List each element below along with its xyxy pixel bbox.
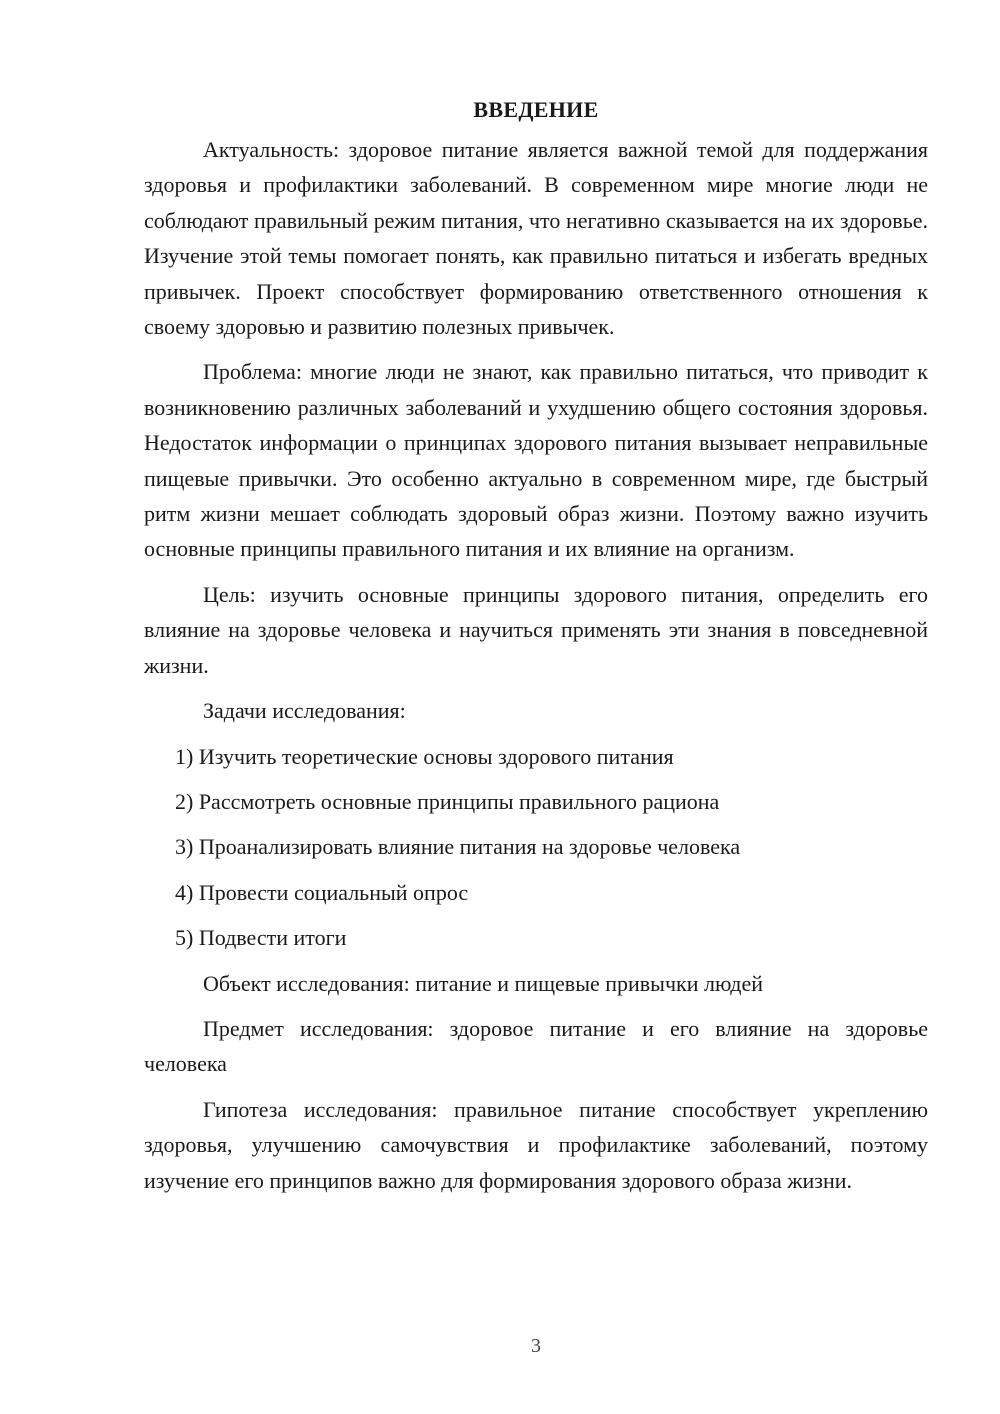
tasks-heading: Задачи исследования:: [203, 698, 406, 724]
page-number: 3: [531, 1335, 541, 1357]
object-paragraph: Объект исследования: питание и пищевые привычки людей: [203, 970, 764, 996]
task-item: 2) Рассмотреть основные принципы правильного рациона: [175, 788, 720, 814]
section-heading: ВВЕДЕНИЕ: [473, 97, 599, 122]
tasks-list: [144, 739, 928, 956]
problem-paragraph: Проблема: многие люди не знают, как правильно питаться, что приводит к возникновению различных заболеваний и ухудшению общего состояния здоровья. Недостаток информации о принципах здорового питания вызывает неправильные пищевые привычки. Это особенно актуально в современном мире, где быстрый ритм жизни мешает соблюдать здоровый образ жизни. Поэтому важно изучить основные принципы правильного питания и их влияние на организм.: [144, 359, 928, 562]
goal-paragraph: Цель: изучить основные принципы здорового питания, определить его влияние на здоровье человека и научиться применять эти знания в повседневной жизни.: [144, 581, 928, 678]
hypothesis-paragraph: Гипотеза исследования: правильное питание способствует укреплению здоровья, улучшению самочувствия и профилактике заболеваний, поэтому изучение его принципов важно для формирования здорового образа жизни.: [144, 1096, 928, 1193]
task-item: 1) Изучить теоретические основы здорового питания: [175, 743, 674, 769]
subject-paragraph: Предмет исследования: здоровое питание и его влияние на здоровье человека: [144, 1015, 928, 1077]
document-page: [144, 92, 928, 1208]
task-item: 4) Провести социальный опрос: [175, 879, 469, 905]
relevance-paragraph: Актуальность: здоровое питание является важной темой для поддержания здоровья и профилактики заболеваний. В современном мире многие люди не соблюдают правильный режим питания, что негативно сказывается на их здоровье. Изучение этой темы помогает понять, как правильно питаться и избегать вредных привычек. Проект способствует формированию ответственного отношения к своему здоровью и развитию полезных привычек.: [144, 137, 928, 340]
task-item: 5) Подвести итоги: [175, 925, 347, 951]
task-item: 3) Проанализировать влияние питания на здоровье человека: [175, 834, 741, 860]
